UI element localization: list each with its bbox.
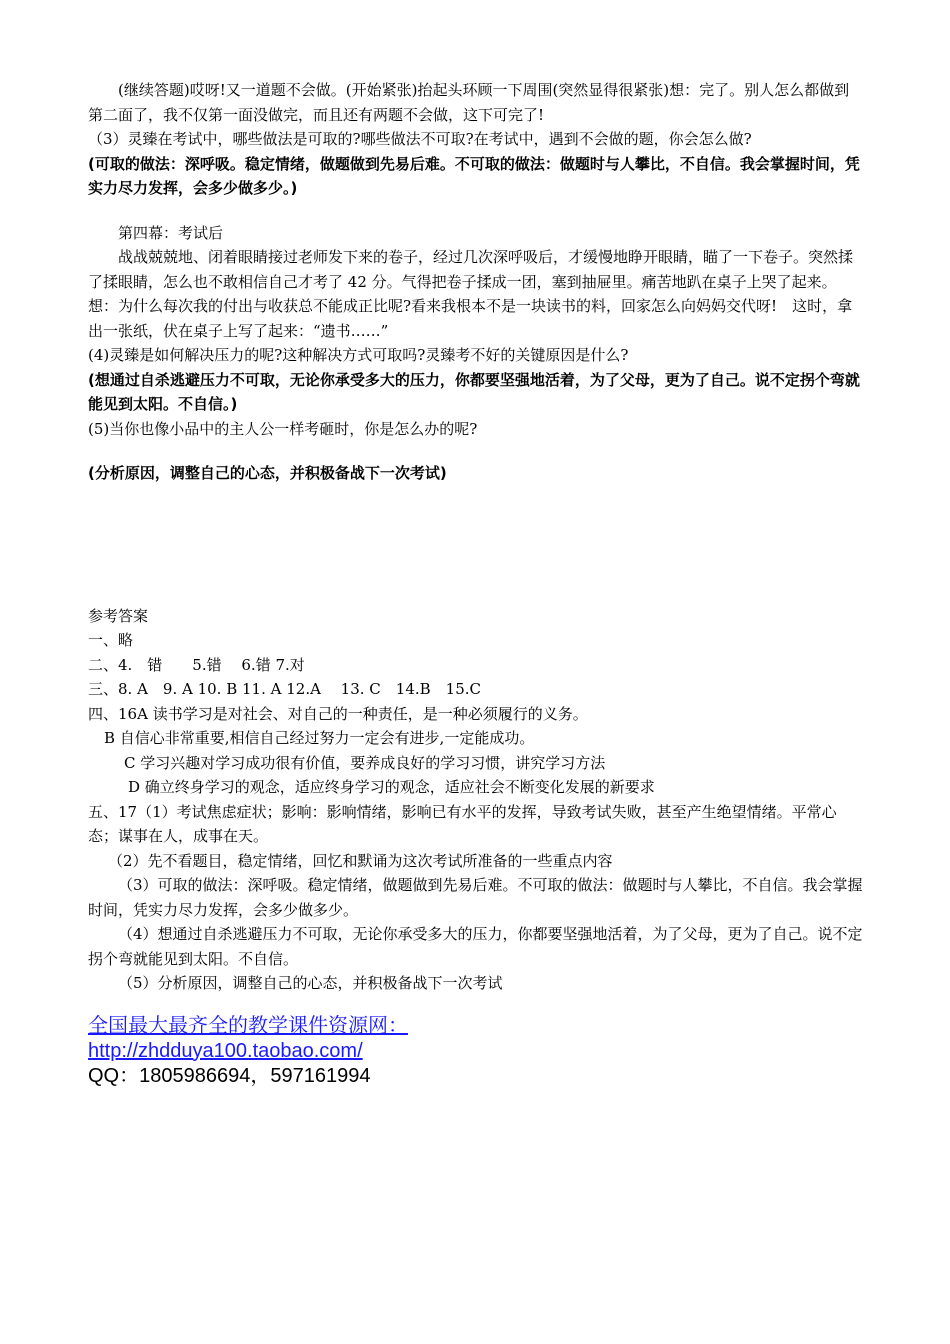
footer <box>88 1014 864 1089</box>
scene4-paragraph: 战战兢兢地、闭着眼睛接过老师发下来的卷子，经过几次深呼吸后，才缓慢地睁开眼睛，瞄了一下卷子。突然揉了揉眼睛，怎么也不敢相信自己才考了 42 分。气得把卷子揉成一团，塞到抽屉里。痛苦地趴在桌子上哭了起来。想：为什么每次我的付出与收获总不能成正比呢?看来我根本不是一块读书的料，回家怎么向妈妈交代呀! 这时，拿出一张纸，伏在桌子上写了起来：“遗书……” <box>88 248 854 340</box>
answers-part4-d: D 确立终身学习的观念，适应终身学习的观念，适应社会不断变化发展的新要求 <box>128 778 655 796</box>
site-url-link[interactable]: http://zhdduya100.taobao.com/ <box>88 1039 363 1062</box>
spacer <box>88 441 864 461</box>
answers-part3: 三、8. A 9. A 10. B 11. A 12.A 13. C 14.B 15.C <box>88 680 481 698</box>
answers-part5-5: （5）分析原因，调整自己的心态，并积极备战下一次考试 <box>118 974 503 992</box>
spacer <box>88 486 864 604</box>
answers-part5-4: （4）想通过自杀逃避压力不可取，无论你承受多大的压力，你都要坚强地活着，为了父母，更为了自己。说不定拐个弯就能见到太阳。不自信。 <box>88 925 863 968</box>
answers-part5-2: （2）先不看题目，稳定情绪，回忆和默诵为这次考试所准备的一些重点内容 <box>108 851 613 870</box>
answers-part4-a: 四、16A 读书学习是对社会、对自己的一种责任，是一种必须履行的义务。 <box>88 704 588 723</box>
answer-3: (可取的做法：深呼吸。稳定情绪，做题做到先易后难。不可取的做法：做题时与人攀比，不自信。我会掌握时间，凭实力尽力发挥，会多少做多少。) <box>88 154 860 197</box>
scene3-paragraph: (继续答题)哎呀!又一道题不会做。(开始紧张)抬起头环顾一下周围(突然显得很紧张)想：完了。别人怎么都做到第二面了，我不仅第一面没做完，而且还有两题不会做，这下可完了! <box>88 81 850 124</box>
answer-4: (想通过自杀逃避压力不可取，无论你承受多大的压力，你都要坚强地活着，为了父母，更为了自己。说不定拐个弯就能见到太阳。不自信。) <box>88 370 860 413</box>
qq-contact: QQ：1805986694，597161994 <box>88 1064 371 1087</box>
spacer <box>88 201 864 221</box>
answers-part4-c: C 学习兴趣对学习成功很有价值，要养成良好的学习习惯，讲究学习方法 <box>124 753 606 772</box>
promo-link[interactable]: 全国最大最齐全的教学课件资源网： <box>88 1014 408 1037</box>
question-4: (4)灵臻是如何解决压力的呢?这种解决方式可取吗?灵臻考不好的关键原因是什么? <box>88 346 629 364</box>
scene4-title: 第四幕：考试后 <box>118 223 224 242</box>
question-5: (5)当你也像小品中的主人公一样考砸时，你是怎么办的呢? <box>88 419 478 438</box>
document-page <box>88 78 864 1089</box>
answers-part1: 一、略 <box>88 631 134 649</box>
answers-heading: 参考答案 <box>88 606 149 625</box>
answer-5: (分析原因，调整自己的心态，并积极备战下一次考试) <box>88 464 447 482</box>
answers-part5-3: （3）可取的做法：深呼吸。稳定情绪，做题做到先易后难。不可取的做法：做题时与人攀比，不自信。我会掌握时间，凭实力尽力发挥，会多少做多少。 <box>88 876 863 919</box>
question-3: （3）灵臻在考试中，哪些做法是可取的?哪些做法不可取?在考试中，遇到不会做的题，你会怎么做? <box>88 130 752 148</box>
answers-part2: 二、4. 错 5.错 6.错 7.对 <box>88 655 305 674</box>
answers-part5-1: 五、17（1）考试焦虑症状；影响：影响情绪，影响已有水平的发挥，导致考试失败，甚至产生绝望情绪。平常心态；谋事在人，成事在天。 <box>88 802 837 845</box>
answers-part4-b: B 自信心非常重要,相信自己经过努力一定会有进步,一定能成功。 <box>104 729 535 747</box>
